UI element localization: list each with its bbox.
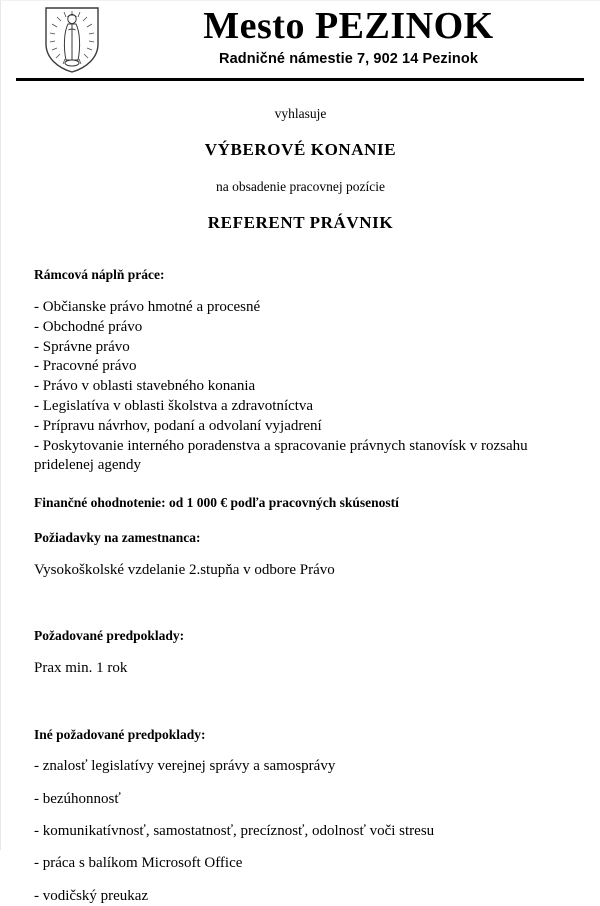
pezinok-coat-of-arms-icon: [42, 6, 102, 74]
list-item: - Právo v oblasti stavebného konania: [34, 378, 256, 395]
requirements-text: Vysokoškolské vzdelanie 2.stupňa v odbore Právo: [34, 561, 335, 578]
organization-title: Mesto PEZINOK: [203, 5, 494, 47]
other-prerequisites-heading: Iné požadované predpoklady:: [34, 726, 206, 742]
masthead: [111, 7, 586, 68]
prerequisites-heading: Požadované predpoklady:: [34, 628, 185, 644]
requirements-heading: Požiadavky na zamestnanca:: [34, 529, 201, 545]
list-item: - práca s balíkom Microsoft Office: [34, 855, 243, 872]
spacer: [34, 512, 582, 530]
list-item: - Občianske právo hmotné a procesné: [34, 299, 261, 316]
scope-list: [34, 298, 582, 476]
list-item: - Pracovné právo: [34, 358, 137, 375]
announcement-position: REFERENT PRÁVNIK: [207, 212, 394, 232]
list-item: - komunikatívnosť, samostatnosť, precíznosť, odolnosť voči stresu: [34, 822, 435, 839]
spacer: [34, 547, 582, 561]
other-prerequisites-list: [34, 757, 582, 906]
list-item: - Prípravu návrhov, podaní a odvolaní vyjadrení: [34, 417, 322, 434]
scope-heading: Rámcová náplň práce:: [34, 267, 165, 283]
spacer: [34, 476, 582, 494]
list-item: - znalosť legislatívy verejnej správy a samosprávy: [34, 758, 336, 775]
list-item: - Legislatíva v oblasti školstva a zdravotníctva: [34, 398, 314, 415]
spacer: [34, 610, 582, 628]
organization-address: Radničné námestie 7, 902 14 Pezinok: [219, 50, 478, 67]
letterhead: [1, 1, 600, 81]
document-body: [1, 233, 600, 906]
list-item: - Obchodné právo: [34, 318, 143, 335]
announcement-headline: VÝBEROVÉ KONANIE: [204, 140, 397, 160]
list-item: - Správne právo: [34, 338, 130, 355]
announcement-subject: na obsadenie pracovnej pozície: [215, 178, 386, 194]
list-item: - bezúhonnosť: [34, 790, 121, 807]
announcement-block: [1, 106, 600, 233]
list-item: - vodičský preukaz: [34, 887, 149, 904]
spacer: [34, 679, 582, 709]
spacer: [34, 580, 582, 610]
spacer: [34, 743, 582, 757]
salary-line: Finančné ohodnotenie: od 1 000 € podľa pracovných skúseností: [34, 495, 399, 511]
spacer: [34, 709, 582, 727]
list-item: - Poskytovanie interného poradenstva a spracovanie právnych stanovísk v rozsahu pridelenej agendy: [34, 437, 528, 474]
prerequisites-text: Prax min. 1 rok: [34, 660, 128, 676]
spacer: [34, 645, 582, 659]
announcement-lead: vyhlasuje: [274, 106, 327, 121]
header-divider: [16, 78, 584, 81]
spacer: [34, 284, 582, 298]
spacer: [34, 233, 582, 267]
